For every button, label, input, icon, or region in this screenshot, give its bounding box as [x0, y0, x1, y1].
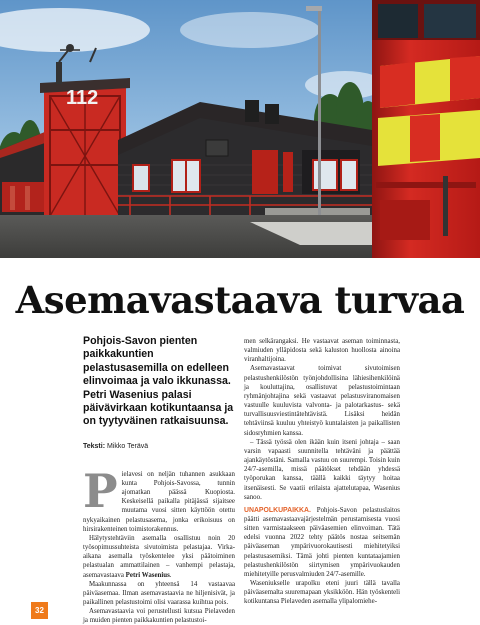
right-column [244, 337, 400, 607]
body-paragraph: Asemavastaavia voi perustellusti kutsua Pielaveden ja muiden pienten paikkakuntien pelastustoi- [83, 608, 235, 625]
byline-label: Teksti: [83, 442, 106, 450]
body-paragraph: Maakunnassa on yhteensä 14 vastaavaa päiväasemaa. Ilman asemavastaavia ne hiljenisivät, ja paikallinen pelastustoimi olisi vaarassa kuihtua pois. [83, 580, 235, 607]
hero-photo [0, 0, 480, 258]
body-paragraph: Asemavastaavat toimivat sivutoimisen pelastushenkilöstön työnjohdollisina lähiesihenkilöinä ja kouluttajina, osallistuvat pelastustoimintaan ryhmänjohtajina sekä vastaavat pelastusviranomaisen vastuulle kuuluvista valvonta- ja palotarkastus- sekä turvallisuusviestintätehtävistä. Lisäksi heidän tehtäviinsä kuuluu yhteistyö kuntalaisten ja paikallisten sidosryhmien kanssa. [244, 365, 400, 437]
fire-station-illustration [0, 0, 480, 258]
drop-cap: P [83, 463, 118, 518]
section-subhead: UNAPOLKUPAIKKA. [244, 506, 311, 514]
body-paragraph: men selkärangaksi. He vastaavat aseman toiminnasta, valmiuden ylläpidosta sekä kaluston huollosta ainoina viranhaltijoina. [244, 338, 400, 364]
body-text-left [83, 463, 235, 625]
subhead-paragraph-text: Pohjois-Savon pelastuslaitos päätti asemavastaavajärjestelmän perustamisesta vuosi sitten varmistaakseen päiväasemien elinvoiman. Tätä edelsi vuonna 2022 tehty päätös nostaa seitsemän päiväaseman ympärivuorokautisesti miehitetyiksi pelastusasemiksi. Tämä johti pienten kuntataajamien pelastushenkilöstön siirtymisen ympärivuokauden miehitetyille perusvalmiuden 24/7-asemille. [244, 506, 400, 578]
body-text-right [244, 337, 400, 607]
person-name: Petri Wasenius [125, 571, 170, 579]
opening-paragraph-text: ielavesi on neljän tuhannen asukkaan kunta Pohjois-Savossa, tunnin ajomatkan päässä Kuopiosta. Keskeisellä paikalla pitäjässä sijaitsee muutama vuosi sitten käyttöön otettu nykyaikainen pelastusasema, jonka erikoisuus on hirsirakenteinen toimistorakennus. [83, 470, 235, 533]
opening-paragraph [83, 463, 235, 534]
byline [83, 443, 235, 450]
body-paragraph: Hälytystehtäviin asemalla osallistuu noin 20 työsopimussuhteista sivutoimista pelastajaa. Virka-aikana asemalla työskentelee yksi päätoiminen pelastualan ammattilainen – vanhempi pelastaja, asemavastaava Petri Wasenius. [83, 534, 235, 579]
fire-truck [372, 0, 480, 258]
subhead-paragraph [244, 506, 400, 579]
left-column [83, 335, 235, 625]
byline-author: Mikko Terävä [107, 442, 149, 450]
lead-paragraph: Pohjois-Savon pienten paikkakuntien pelastusasemilla on edelleen elinvoimaa ja valo ikkunassa. Petri Wasenius palasi päivävirkaan kotikuntaansa ja on tyytyväinen ratkaisuunsa. [83, 335, 234, 428]
tower-number: 112 [66, 87, 99, 109]
article-headline: Asemavastaava turvaa [15, 278, 465, 322]
body-paragraph: Waseniukselle urapolku eteni juuri tällä tavalla päiväasemalta suuremapaan yksikköön. Hän työskenteli kotikuntansa Pielaveden asemalla ylipalomiehe- [244, 580, 400, 606]
quote-paragraph: – Tässä työssä olen ikään kuin itseni johtaja – saan varsin vapaasti suunnitella tehtäväni ja päättää ajankäytöstäni. Samalla vastuu on suurempi. Toisin kuin 24/7-asemilla, missä päätökset tehdään yhdessä työporukan kanssa, täällä kaikki täytyy hoitaa itsenäisesti. Se vaatii erilaista ajattelutapaa, Wasenius sanoo. [244, 438, 400, 501]
page-number: 32 [31, 602, 48, 619]
